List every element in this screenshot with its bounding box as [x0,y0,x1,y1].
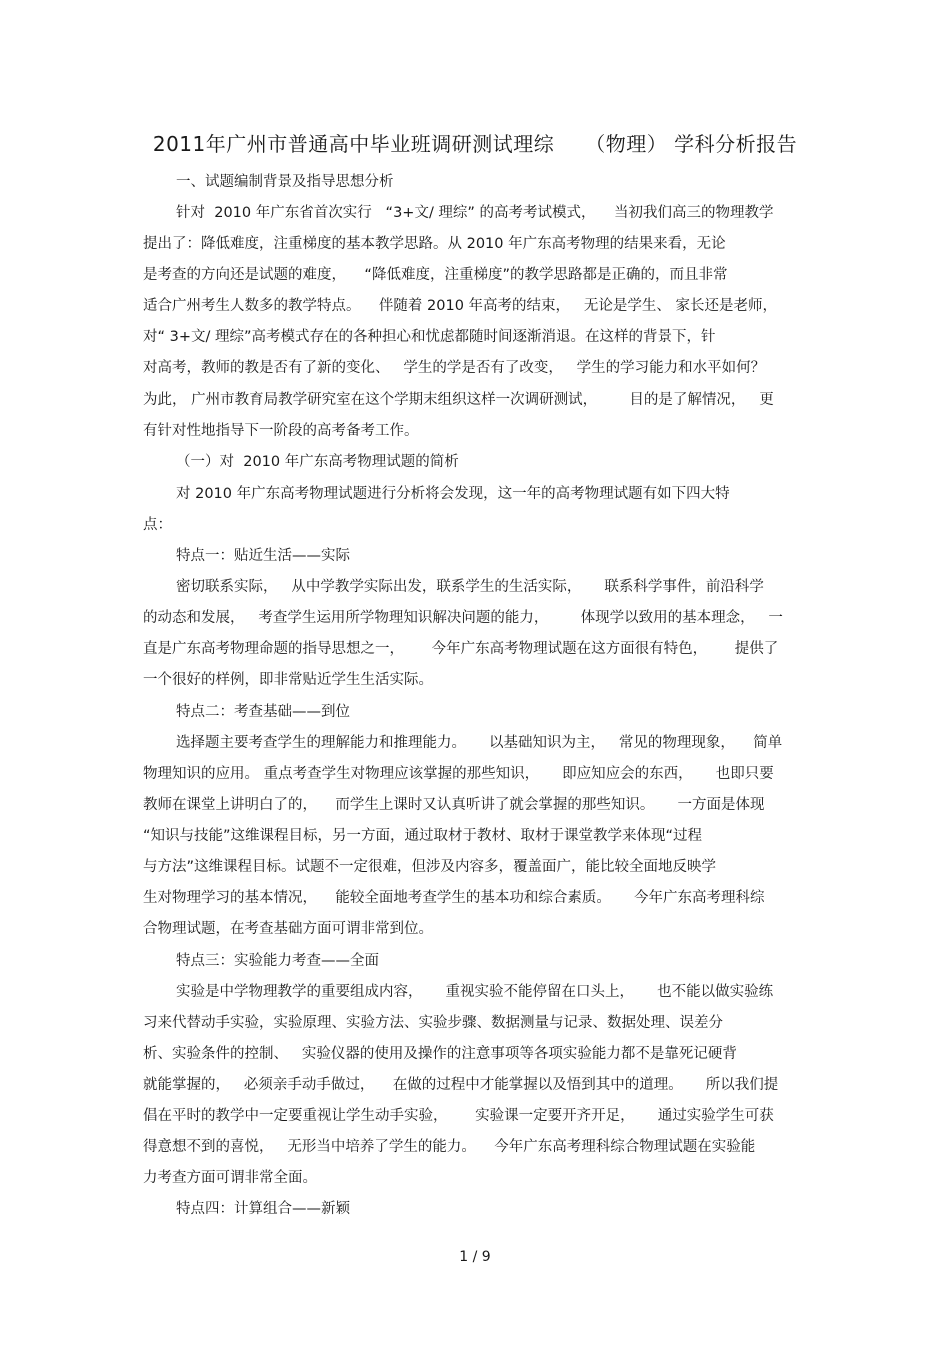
page-number: 1 / 9 [459,1249,491,1265]
paragraph-line: 是考查的方向还是试题的难度， “降低难度，注重梯度”的教学思路都是正确的，而且非常 [143,267,728,283]
paragraph-line: 析、实验条件的控制、 实验仪器的使用及操作的注意事项等各项实验能力都不是靠死记硬背 [143,1046,737,1062]
document-title: 2011年广州市普通高中毕业班调研测试理综 （物理） 学科分析报告 [152,132,798,156]
paragraph-line: 教师在课堂上讲明白了的， 而学生上课时又认真听讲了就会掌握的那些知识。 一方面是体现 [143,797,765,813]
paragraph-line: 为此， 广州市教育局教学研究室在这个学期末组织这样一次调研测试， 目的是了解情况， 更 [143,392,774,408]
paragraph-line: 就能掌握的， 必须亲手动手做过， 在做的过程中才能掌握以及悟到其中的道理。 所以我们提 [143,1077,779,1093]
paragraph-line: 有针对性地指导下一阶段的高考备考工作。 [143,423,419,439]
paragraph-line: 合物理试题，在考查基础方面可谓非常到位。 [143,921,433,937]
paragraph-line: 直是广东高考物理命题的指导思想之一， 今年广东高考物理试题在这方面很有特色， 提供了 [143,641,779,657]
paragraph-line: 力考查方面可谓非常全面。 [143,1170,317,1186]
paragraph-line: 与方法”这维课程目标。试题不一定很难，但涉及内容多，覆盖面广，能比较全面地反映学 [143,859,717,875]
paragraph-line: 对高考，教师的教是否有了新的变化、 学生的学是否有了改变， 学生的学习能力和水平如何？ [143,360,766,376]
paragraph-line: 习来代替动手实验，实验原理、实验方法、实验步骤、数据测量与记录、数据处理、误差分 [143,1015,723,1031]
feature-heading: 特点一：贴近生活——实际 [176,548,350,564]
paragraph-line: 对“ 3+文/ 理综”高考模式存在的各种担心和忧虑都随时间逐渐消退。在这样的背景下，针 [143,329,716,345]
paragraph-line: 点： [143,517,172,533]
paragraph-line: 得意想不到的喜悦， 无形当中培养了学生的能力。 今年广东高考理科综合物理试题在实验能 [143,1139,756,1155]
paragraph-line: 适合广州考生人数多的教学特点。 伴随着 2010 年高考的结束， 无论是学生、 家长还是老师， [143,298,777,314]
paragraph-line: 对 2010 年广东高考物理试题进行分析将会发现，这一年的高考物理试题有如下四大特 [176,486,730,502]
feature-heading: 特点二：考查基础——到位 [176,704,350,720]
paragraph-line: 物理知识的应用。 重点考查学生对物理应该掌握的那些知识， 即应知应会的东西， 也即只要 [143,766,774,782]
section-heading: 一、试题编制背景及指导思想分析 [176,174,394,190]
feature-heading: 特点三：实验能力考查——全面 [176,953,379,969]
subsection-heading: （一）对 2010 年广东高考物理试题的简析 [176,454,459,470]
paragraph-line: 针对 2010 年广东省首次实行 “3+文/ 理综” 的高考考试模式， 当初我们高三的物理教学 [176,205,774,221]
paragraph-line: 的动态和发展， 考查学生运用所学物理知识解决问题的能力， 体现学以致用的基本理念， 一 [143,610,783,626]
paragraph-line: 密切联系实际， 从中学教学实际出发，联系学生的生活实际， 联系科学事件，前沿科学 [176,579,764,595]
paragraph-line: 提出了：降低难度，注重梯度的基本教学思路。从 2010 年广东高考物理的结果来看，无论 [143,236,726,252]
feature-heading: 特点四：计算组合——新颖 [176,1201,350,1217]
paragraph-line: “知识与技能”这维课程目标，另一方面，通过取材于教材、取材于课堂教学来体现“过程 [143,828,703,844]
paragraph-line: 倡在平时的教学中一定要重视让学生动手实验， 实验课一定要开齐开足， 通过实验学生可获 [143,1108,774,1124]
paragraph-line: 选择题主要考查学生的理解能力和推理能力。 以基础知识为主， 常见的物理现象， 简单 [176,735,783,751]
paragraph-line: 生对物理学习的基本情况， 能较全面地考查学生的基本功和综合素质。 今年广东高考理科综 [143,890,765,906]
paragraph-line: 实验是中学物理教学的重要组成内容， 重视实验不能停留在口头上， 也不能以做实验练 [176,984,774,1000]
paragraph-line: 一个很好的样例，即非常贴近学生生活实际。 [143,672,433,688]
